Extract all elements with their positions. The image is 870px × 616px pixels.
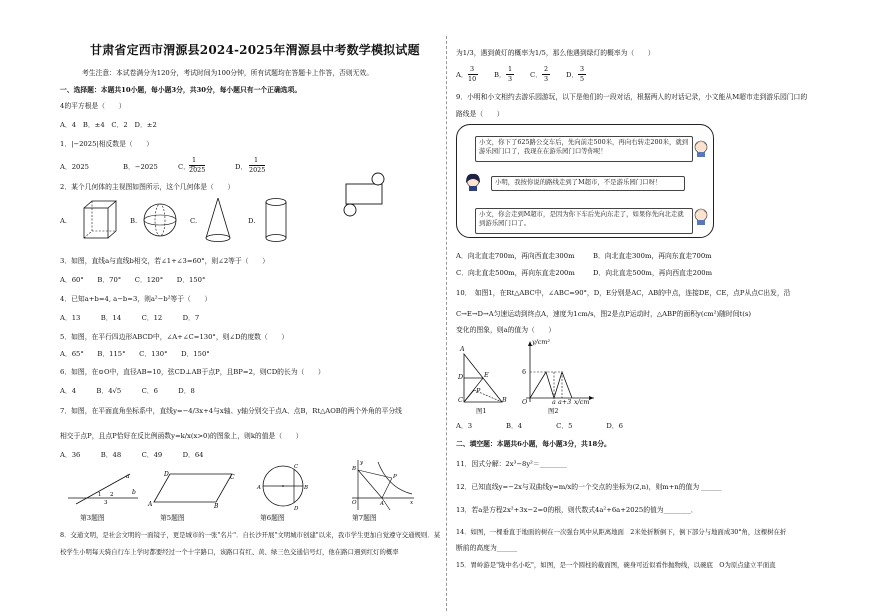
q4-options: A．60° B．70° C．120° D．150°	[60, 276, 206, 284]
q11-label-P: P	[476, 387, 481, 395]
svg-text:3: 3	[104, 500, 108, 506]
chat-bubble-3: 小文，你会走到M超市，是因为你下车后先向东走了，如果你先向北走就到游乐园门口了。	[475, 208, 693, 234]
q9-d-num: 3	[580, 65, 585, 73]
q11-stem: 10． 如图1，在Rt△ABC中，∠ABC=90°，D，E分别是AC，AB的中点，连接DE，CE，点P从点C出发，沿	[456, 289, 791, 297]
q2-c-frac-num: 1	[192, 156, 197, 164]
svg-text:y: y	[360, 460, 364, 466]
dialogue-frame	[456, 124, 714, 238]
svg-text:C: C	[294, 464, 299, 470]
svg-text:a: a	[126, 473, 130, 480]
svg-text:b: b	[132, 489, 136, 496]
fig6-circle-chord	[256, 462, 310, 512]
q11-label-D: D	[458, 373, 464, 381]
q11-figure-2-caption: 图2	[548, 407, 559, 415]
q2-option-d: D．	[235, 163, 248, 171]
q6-stem: 5．如图，在平行四边形ABCD中，∠A+∠C=130°，则∠D的度数（ ）	[60, 333, 289, 341]
svg-text:A: A	[257, 485, 261, 491]
q14-stem: 13．若a是方程2x²+3x−2=0的根，则代数式4a²+6a+2025的值为________．	[456, 506, 698, 514]
q11-graph-x-label: x/cm	[574, 398, 590, 406]
cuboid-figure	[80, 198, 122, 242]
q13-stem: 12．已知直线y=−2x与双曲线y=m/x的一个交点的坐标为(2,n)，则m+n的值为 ______	[456, 483, 722, 491]
section-2-heading: 二、填空题：本题共6小题，每小题3分，共18分。	[456, 440, 611, 448]
q11-label-C: C	[458, 396, 463, 404]
q3-main-view-figure	[338, 170, 388, 222]
q11-graph-y-label: y/cm²	[532, 338, 550, 346]
q11-label-B: B	[502, 396, 507, 404]
q3-option-d: D.	[248, 217, 256, 225]
q2-d-frac-den: 2025	[249, 166, 266, 174]
q9-stem: 8．交通文明，是社会文明的一面镜子，更是城市的一张"名片"．自长沙开展"文明城市创建"以来，我市学生更加自觉遵守交通规则．某	[60, 531, 441, 539]
q4-stem: 3．如图，直线a与直线b相交，若∠1+∠3=60°，则∠2等于（ ）	[60, 257, 269, 265]
q3-option-b: B.	[130, 217, 138, 225]
fig6-caption: 第6题图	[260, 514, 285, 522]
q1-options: A．4 B．±4 C．2 D．±2	[60, 121, 157, 129]
q11-label-E: E	[484, 371, 489, 379]
q10-option-a: A．向北直走700m，再向西直走300m	[456, 252, 575, 260]
svg-text:B: B	[304, 485, 309, 491]
q11-graph-a: a	[552, 398, 556, 406]
q6-options: A．65° B．115° C．130° D．150°	[60, 350, 210, 358]
q2-option-b: B．−2025	[123, 163, 158, 171]
q10-option-b: B．向北直走300m，再向东直走700m	[593, 252, 712, 260]
fig7-caption: 第7题图	[352, 514, 377, 522]
section-1-heading: 一、选择题：本题共10小题，每小题3分，共30分，每小题只有一个正确选项。	[60, 86, 302, 94]
svg-text:A: A	[148, 501, 153, 508]
svg-text:1: 1	[98, 492, 102, 498]
q2-stem: 1．|−2025|相反数是（ ）	[60, 140, 154, 148]
svg-text:D: D	[294, 506, 299, 512]
sphere-figure	[140, 200, 180, 240]
q8-stem: 7．如图，在平面直角坐标系中，直线y=−4/3x+4与x轴、y轴分别交于点A、点B，Rt△AOB的两个外角的平分线	[60, 407, 402, 415]
q9-a-num: 3	[470, 65, 475, 73]
q11-graph-origin: O	[522, 398, 528, 406]
q16-stem: 15．胃岭游是"陇中名小吃"，如图，是一个圆柱的截面图，碗身可近似看作抛物线，以碗底 O为原点建立平面直	[456, 561, 776, 569]
q3-option-a: A.	[60, 217, 68, 225]
q5-options: A．13 B．14 C．12 D．7	[60, 314, 200, 322]
q8-options: A．36 B．48 C．49 D．64	[60, 451, 204, 459]
q3-stem: 2．某个几何体的主视图如图所示，这个几何体是（ ）	[60, 183, 235, 191]
q8-stem-line2: 相交于点P，且点P恰好在反比例函数y=k/x(x>0)的图象上，则k的值是（ ）	[60, 432, 303, 440]
q1-stem: 4的平方根是（ ）	[60, 102, 126, 110]
svg-text:C: C	[230, 474, 235, 481]
svg-text:D: D	[164, 471, 169, 478]
fig5-parallelogram	[146, 470, 236, 508]
svg-text:A: A	[380, 501, 384, 507]
q12-stem: 11．因式分解：2x³−8y²＝________	[456, 460, 567, 468]
q11-graph-a3: a+3	[558, 398, 572, 406]
q9-b-num: 1	[508, 65, 513, 73]
q2-option-c: C．−	[178, 163, 196, 171]
cone-figure	[203, 196, 233, 246]
chat-bubble-1: 小文，你下了625路公交车后，先向前走500米，再向右转走200米，就到游乐园门口了，我现在在游乐园门口等你呢！	[475, 136, 693, 162]
svg-text:x: x	[410, 500, 414, 506]
svg-text:B: B	[214, 503, 219, 508]
column-divider	[446, 36, 447, 611]
q11-label-A: A	[460, 345, 465, 353]
q9-b-den: 3	[508, 75, 513, 83]
q7-options: A．4 B．4√5 C．6 D．8	[60, 387, 195, 395]
q9-option-a: A．	[456, 71, 468, 79]
q7-stem: 6．如图，在⊙O中，直径AB=10，弦CD⊥AB于点P，且BP=2，则CD的长为（ ）	[60, 368, 325, 376]
svg-text:2: 2	[110, 492, 114, 498]
q11-figure-1-caption: 图1	[476, 407, 487, 415]
q9-option-b: B．	[494, 71, 506, 79]
boy-avatar-icon-2	[693, 207, 709, 225]
q2-d-frac-num: 1	[254, 156, 259, 164]
q11-options: A．3 B．4 C．5 D．6	[456, 422, 623, 430]
q11-graph-six: 6	[522, 368, 527, 376]
q9-c-num: 2	[544, 65, 549, 73]
boy-avatar-icon	[693, 139, 709, 157]
q10-stem: 9．小明和小文相约去游乐园游玩，以下是他们的一段对话，根据两人的对话记录，小文能从M超市走到游乐园门口的	[456, 93, 808, 101]
q11-stem-line3: 变化的图象，则a的值为（ ）	[456, 326, 556, 334]
q9-a-den: 10	[468, 75, 477, 83]
q15-stem-line2: 断前的高度为______	[456, 544, 518, 552]
fig3-caption: 第3题图	[80, 514, 105, 522]
q2-c-frac-den: 2025	[189, 166, 206, 174]
q9-continued: 为1/3，遇到黄灯的概率为1/5，那么他遇到绿灯的概率为（ ）	[456, 49, 655, 57]
q9-option-d: D．	[566, 71, 579, 79]
svg-text:O: O	[352, 500, 357, 506]
q2-option-a: A．2025	[60, 163, 90, 171]
fig3-intersecting-lines	[66, 468, 140, 510]
q11-stem-line2: C→E→D→A匀速运动到终点A，速度为1cm/s，图2是点P运动时，△ABP的面积y(cm²)随时间t(s)	[456, 310, 752, 318]
page-title: 甘肃省定西市渭源县2024-2025年渭源县中考数学模拟试题	[90, 43, 420, 57]
girl-avatar-icon	[465, 173, 481, 191]
q10-stem-line2: 路线是（ ）	[456, 110, 504, 118]
svg-text:P: P	[393, 474, 397, 480]
q15-stem: 14．如图，一棵垂直于地面的树在一次强台风中从距离地面 2米处折断倒下，倒下部分与地面成30°角，这棵树在折	[456, 528, 787, 536]
q5-stem: 4．已知a+b=4, a−b=3，则a²−b²等于（ ）	[60, 295, 212, 303]
cylinder-figure	[262, 196, 290, 246]
exam-intro: 考生注意：本试卷满分为120分，考试时间为100分钟，所有试题均在答题卡上作答，否则无效。	[82, 69, 374, 77]
q9-c-den: 3	[544, 75, 549, 83]
q3-option-c: C.	[190, 217, 198, 225]
chat-bubble-2: 小明，我按你说的路线走到了M超市，不是游乐园门口呀！	[491, 176, 685, 191]
q9-stem-line2: 校学生小明每天骑自行车上学时都要经过一个十字路口，该路口有红、黄、绿三色交通信号灯，他在路口遇到红灯的概率	[60, 548, 399, 556]
q10-option-c: C．向北直走500m，再向东直走200m	[456, 269, 575, 277]
q10-option-d: D．向北直走500m，再向西直走200m	[593, 269, 713, 277]
svg-text:B: B	[352, 466, 357, 472]
q9-option-c: C．	[530, 71, 542, 79]
fig7-coordinate-figure	[348, 458, 416, 514]
q9-d-den: 5	[580, 75, 585, 83]
fig5-caption: 第5题图	[160, 514, 185, 522]
